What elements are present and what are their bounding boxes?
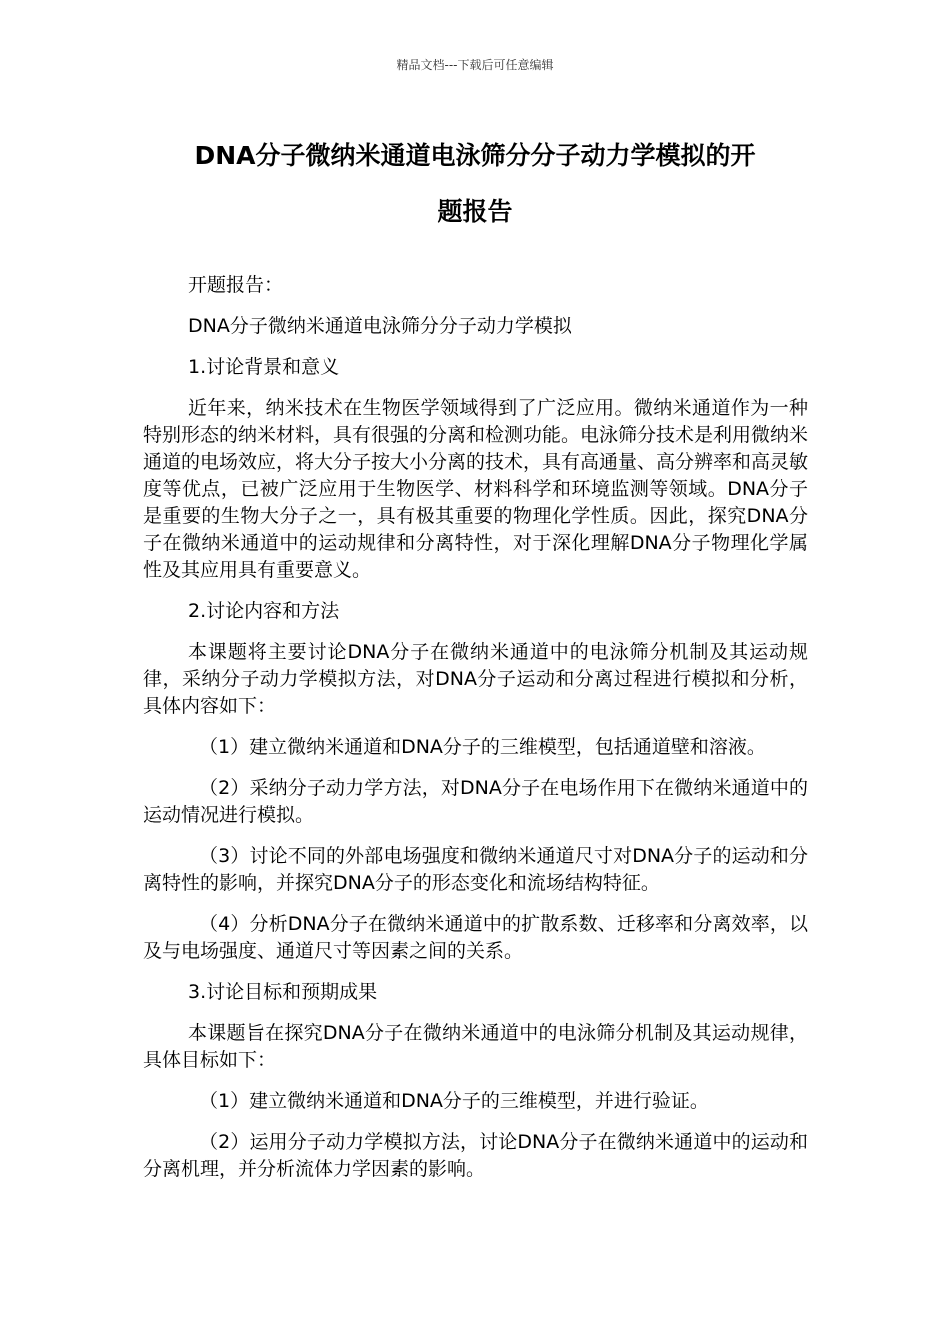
- list-item: （2）采纳分子动力学方法，对DNA分子在电场作用下在微纳米通道中的运动情况进行模拟。: [143, 777, 808, 826]
- paragraph-goals-intro: 本课题旨在探究DNA分子在微纳米通道中的电泳筛分机制及其运动规律，具体目标如下：: [143, 1022, 808, 1071]
- report-subject: DNA分子微纳米通道电泳筛分分子动力学模拟: [188, 315, 572, 337]
- section-heading-3: 3.讨论目标和预期成果: [188, 981, 378, 1003]
- list-item: （4）分析DNA分子在微纳米通道中的扩散系数、迁移率和分离效率，以及与电场强度、通道尺寸等因素之间的关系。: [143, 913, 808, 962]
- document-title: [130, 128, 820, 240]
- section-heading-2: 2.讨论内容和方法: [188, 600, 340, 622]
- document-body: [143, 272, 808, 1197]
- list-item: （1）建立微纳米通道和DNA分子的三维模型，包括通道壁和溶液。: [199, 736, 766, 758]
- list-item: （1）建立微纳米通道和DNA分子的三维模型，并进行验证。: [199, 1090, 709, 1112]
- page-header: 精品文档---下载后可任意编辑: [396, 58, 554, 72]
- report-label: 开题报告：: [188, 274, 284, 296]
- title-line-2: 题报告: [437, 197, 513, 226]
- title-line-1: DNA分子微纳米通道电泳筛分分子动力学模拟的开: [194, 141, 756, 170]
- list-item: （2）运用分子动力学模拟方法，讨论DNA分子在微纳米通道中的运动和分离机理，并分析流体力学因素的影响。: [143, 1131, 808, 1180]
- paragraph-background: 近年来，纳米技术在生物医学领域得到了广泛应用。微纳米通道作为一种特别形态的纳米材料，具有很强的分离和检测功能。电泳筛分技术是利用微纳米通道的电场效应，将大分子按大小分离的技术，具有高通量、高分辨率和高灵敏度等优点，已被广泛应用于生物医学、材料科学和环境监测等领域。DNA分子是重要的生物大分子之一，具有极其重要的物理化学性质。因此，探究DNA分子在微纳米通道中的运动规律和分离特性，对于深化理解DNA分子物理化学属性及其应用具有重要意义。: [143, 397, 809, 581]
- section-heading-1: 1.讨论背景和意义: [188, 356, 340, 378]
- paragraph-content-intro: 本课题将主要讨论DNA分子在微纳米通道中的电泳筛分机制及其运动规律，采纳分子动力学模拟方法，对DNA分子运动和分离过程进行模拟和分析，具体内容如下：: [143, 641, 808, 717]
- list-item: （3）讨论不同的外部电场强度和微纳米通道尺寸对DNA分子的运动和分离特性的影响，并探究DNA分子的形态变化和流场结构特征。: [143, 845, 808, 894]
